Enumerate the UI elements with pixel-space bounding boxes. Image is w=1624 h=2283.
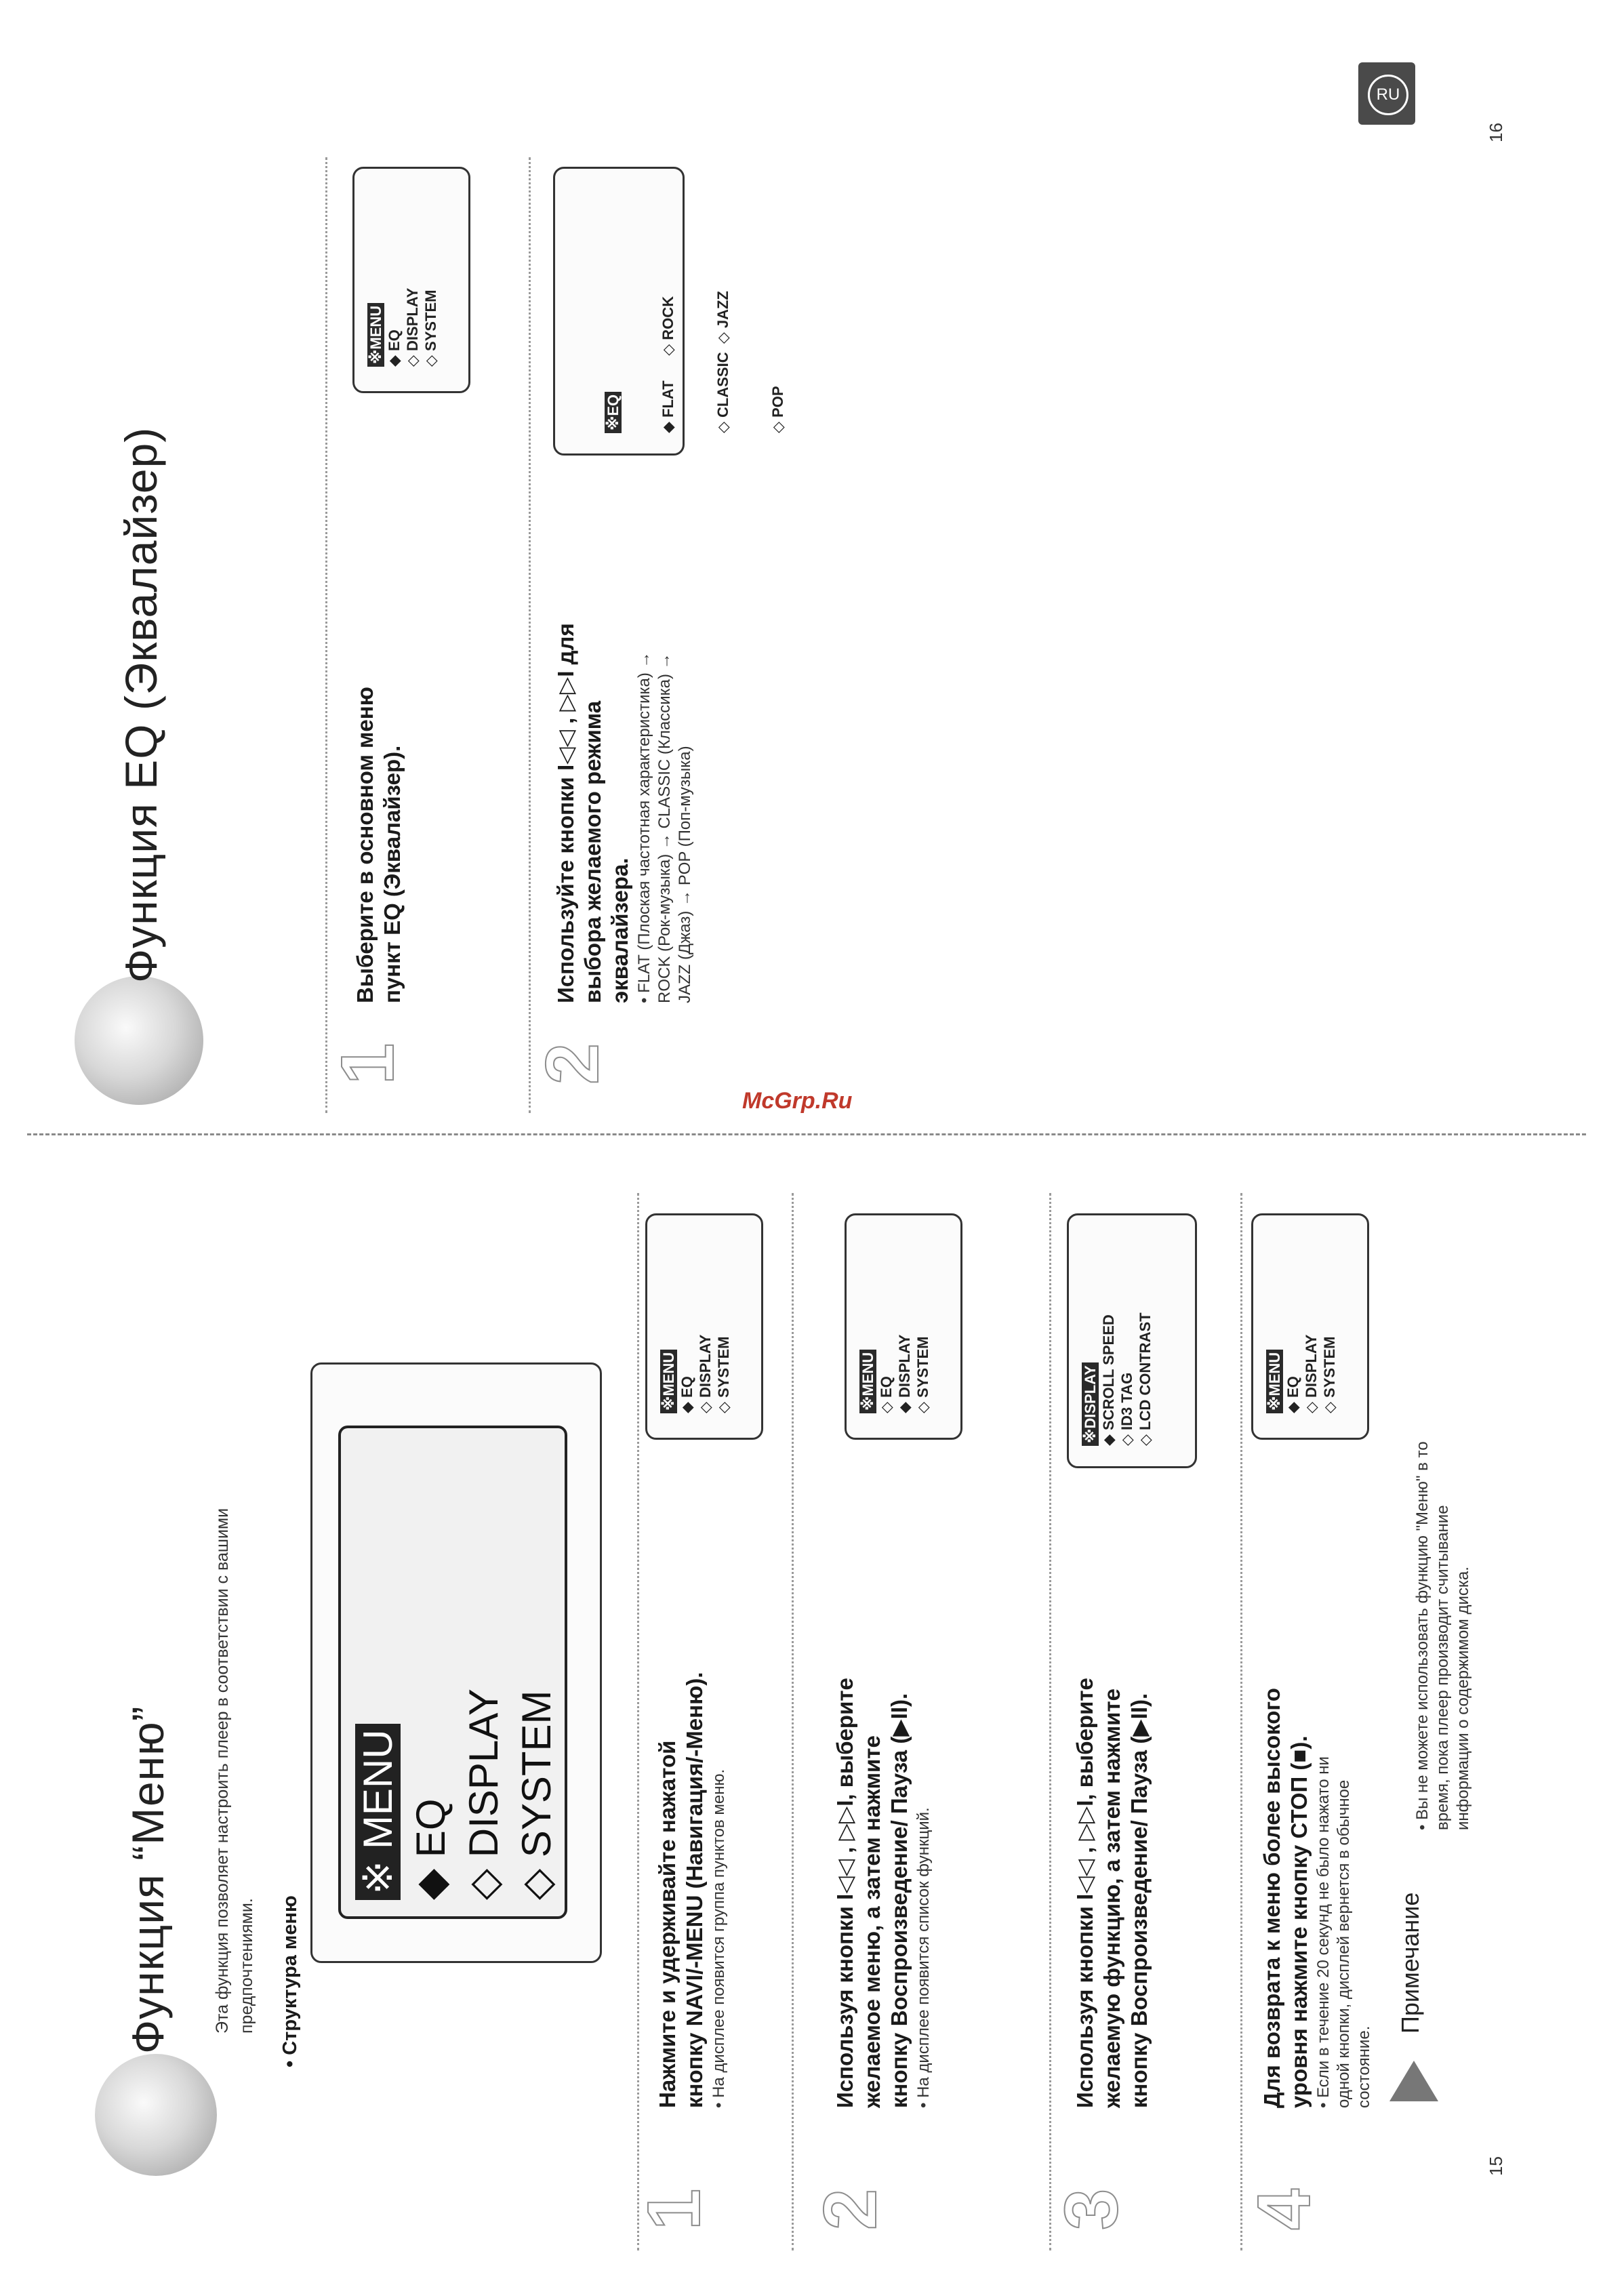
separator-left-1 xyxy=(637,1193,639,2250)
step-number-right-1: 1 xyxy=(326,1043,409,1085)
step-left-2-lcd-item-1: ◇ EQ xyxy=(878,1376,895,1413)
step-left-1-lcd xyxy=(645,1213,763,1440)
separator-left-4 xyxy=(1240,1193,1242,2250)
step-left-2-line3: кнопку Воспроизведение/ Пауза (▶II). xyxy=(887,1693,912,2108)
step-left-4-lcd xyxy=(1251,1213,1369,1440)
separator-right-1 xyxy=(325,157,327,1113)
step-left-3-lcd-item-2: ◇ ID3 TAG xyxy=(1118,1372,1135,1446)
step-right-2-sub-2: ROCK (Рок-музыка) → CLASSIC (Классика) → xyxy=(655,653,674,1003)
separator-left-3 xyxy=(1049,1193,1051,2250)
page-number-right: 16 xyxy=(1486,123,1506,142)
page-divider xyxy=(27,1133,1586,1135)
watermark: McGrp.Ru xyxy=(742,1088,853,1114)
step-right-1-line2: пункт EQ (Эквалайзер). xyxy=(380,745,405,1003)
title-circle-left xyxy=(95,2054,217,2176)
step-left-2-lcd-item-3: ◇ SYSTEM xyxy=(914,1336,931,1413)
page-title-right: Функция EQ (Эквалайзер) xyxy=(116,426,166,983)
step-left-2-lcd-text xyxy=(859,1335,932,1413)
step-left-3-lcd-item-1: ◆ SCROLL SPEED xyxy=(1100,1314,1117,1446)
title-circle-right xyxy=(75,976,203,1105)
page-title-left: Функция “Меню” xyxy=(123,1705,173,2054)
step-right-2-lcd-item-2: ◇ CLASSIC ◇ JAZZ xyxy=(714,291,731,433)
step-left-1-lcd-item-1: ◆ EQ xyxy=(678,1376,695,1413)
note-line-3: информации о содержимом диска. xyxy=(1454,1567,1472,1830)
intro-text-line1: Эта функция позволяет настроить плеер в соответствии с вашими xyxy=(213,1508,232,2034)
step-right-1-lcd-item-2: ◇ DISPLAY xyxy=(404,287,421,367)
step-left-4-sub-3: состояние. xyxy=(1355,2025,1373,2108)
step-left-3-lcd-text xyxy=(1081,1312,1154,1446)
separator-left-2 xyxy=(792,1193,794,2250)
step-left-3-lcd-head: ※DISPLAY xyxy=(1082,1362,1099,1446)
step-right-2-lcd-item-1: ◆ FLAT ◇ ROCK xyxy=(659,296,676,433)
step-number-left-4: 4 xyxy=(1242,2188,1326,2230)
menu-structure-lcd-item-display: ◇ DISPLAY xyxy=(461,1689,506,1900)
menu-structure-lcd-item-eq: ◆ EQ xyxy=(408,1798,453,1900)
step-right-2-sub-3: JAZZ (Джаз) → POP (Поп-музыка) xyxy=(676,746,694,1003)
step-right-1-lcd-text xyxy=(367,288,440,367)
step-left-1-lcd-item-2: ◇ DISPLAY xyxy=(697,1334,714,1413)
step-right-2-lcd xyxy=(553,167,786,456)
menu-structure-lcd-item-system: ◇ SYSTEM xyxy=(514,1690,559,1900)
step-left-4-lcd-text xyxy=(1265,1335,1339,1413)
step-left-3-lcd xyxy=(1067,1213,1197,1468)
step-number-left-1: 1 xyxy=(632,2188,716,2230)
step-left-2-line2: желаемое меню, а затем нажмите xyxy=(859,1735,885,2108)
step-left-1-lcd-item-3: ◇ SYSTEM xyxy=(715,1336,732,1413)
step-right-2-line1: Используйте кнопки I◁◁ , ▷▷I для xyxy=(553,623,578,1003)
step-left-4-lcd-item-3: ◇ SYSTEM xyxy=(1321,1336,1338,1413)
step-left-1-line1: Нажмите и удерживайте нажатой xyxy=(655,1740,680,2108)
step-right-1-lcd-item-3: ◇ SYSTEM xyxy=(422,289,439,367)
step-left-3-lcd-item-3: ◇ LCD CONTRAST xyxy=(1137,1312,1154,1446)
step-left-4-lcd-item-2: ◇ DISPLAY xyxy=(1303,1334,1320,1413)
ru-badge-label: RU xyxy=(1368,75,1408,115)
menu-structure-lcd-outer xyxy=(310,1362,602,1963)
step-left-2-line1: Используя кнопки I◁◁ , ▷▷I, выберите xyxy=(832,1678,857,2108)
step-left-4-sub-2: одной кнопки, дисплей вернется в обычное xyxy=(1335,1779,1353,2108)
separator-right-2 xyxy=(529,157,531,1113)
step-right-2-sub-1: • FLAT (Плоская частотная характеристика) → xyxy=(635,651,653,1003)
ru-badge xyxy=(1358,62,1415,125)
step-left-3-line1: Используя кнопки I◁◁ , ▷▷I, выберите xyxy=(1072,1678,1097,2108)
step-right-2-lcd-item-3: ◇ POP xyxy=(769,386,786,433)
step-left-1-lcd-text xyxy=(659,1335,733,1413)
note-line-1: • Вы не можете использовать функцию "Меню" в то xyxy=(1413,1441,1432,1830)
step-left-4-lcd-item-1: ◆ EQ xyxy=(1284,1376,1301,1413)
step-left-4-line2: уровня нажмите кнопку СТОП (■). xyxy=(1286,1735,1312,2108)
intro-text-line2: предпочтениями. xyxy=(237,1898,256,2034)
step-right-1-line1: Выберите в основном меню xyxy=(352,687,378,1003)
step-right-2-lcd-text xyxy=(567,291,824,433)
menu-structure-lcd-menu: ※ MENU xyxy=(355,1724,401,1900)
structure-label: • Структура меню xyxy=(279,1895,301,2067)
step-left-4-lcd-head: ※MENU xyxy=(1266,1350,1283,1413)
step-right-2-line2: выбора желаемого режима xyxy=(580,700,605,1003)
step-left-2-sub: • На дисплее появится список функций. xyxy=(914,1807,933,2108)
note-line-2: время, пока плеер производит считывание xyxy=(1434,1505,1452,1830)
menu-structure-lcd-text xyxy=(352,1689,563,1900)
step-left-4-line1: Для возврата к меню более высокого xyxy=(1259,1688,1284,2108)
step-number-right-2: 2 xyxy=(531,1043,614,1085)
step-left-1-lcd-head: ※MENU xyxy=(660,1350,677,1413)
step-right-2-line3: эквалайзера. xyxy=(607,857,632,1003)
step-right-1-lcd-item-1: ◆ EQ xyxy=(386,329,403,367)
note-triangle-icon xyxy=(1389,2061,1438,2101)
step-left-4-sub-1: • Если в течение 20 секунд не было нажато ни xyxy=(1314,1756,1333,2108)
step-left-2-lcd-item-2: ◆ DISPLAY xyxy=(896,1334,913,1413)
note-label: Примечание xyxy=(1396,1892,1424,2034)
step-number-left-2: 2 xyxy=(809,2188,892,2230)
step-left-3-line3: кнопку Воспроизведение/ Пауза (▶II). xyxy=(1126,1693,1152,2108)
page-number-left: 15 xyxy=(1486,2156,1506,2176)
step-left-3-line2: желаемую функцию, а затем нажмите xyxy=(1099,1689,1124,2108)
step-left-2-lcd xyxy=(845,1213,962,1440)
step-left-1-line2: кнопку NAVI/-MENU (Навигация/-Меню). xyxy=(682,1672,707,2108)
step-right-1-lcd xyxy=(352,167,470,393)
step-left-1-sub: • На дисплее появится группа пунктов меню. xyxy=(710,1769,728,2108)
step-number-left-3: 3 xyxy=(1050,2188,1133,2230)
step-left-2-lcd-head: ※MENU xyxy=(859,1350,876,1413)
step-right-2-lcd-head: ※EQ xyxy=(605,392,622,433)
step-right-1-lcd-head: ※MENU xyxy=(367,303,384,367)
